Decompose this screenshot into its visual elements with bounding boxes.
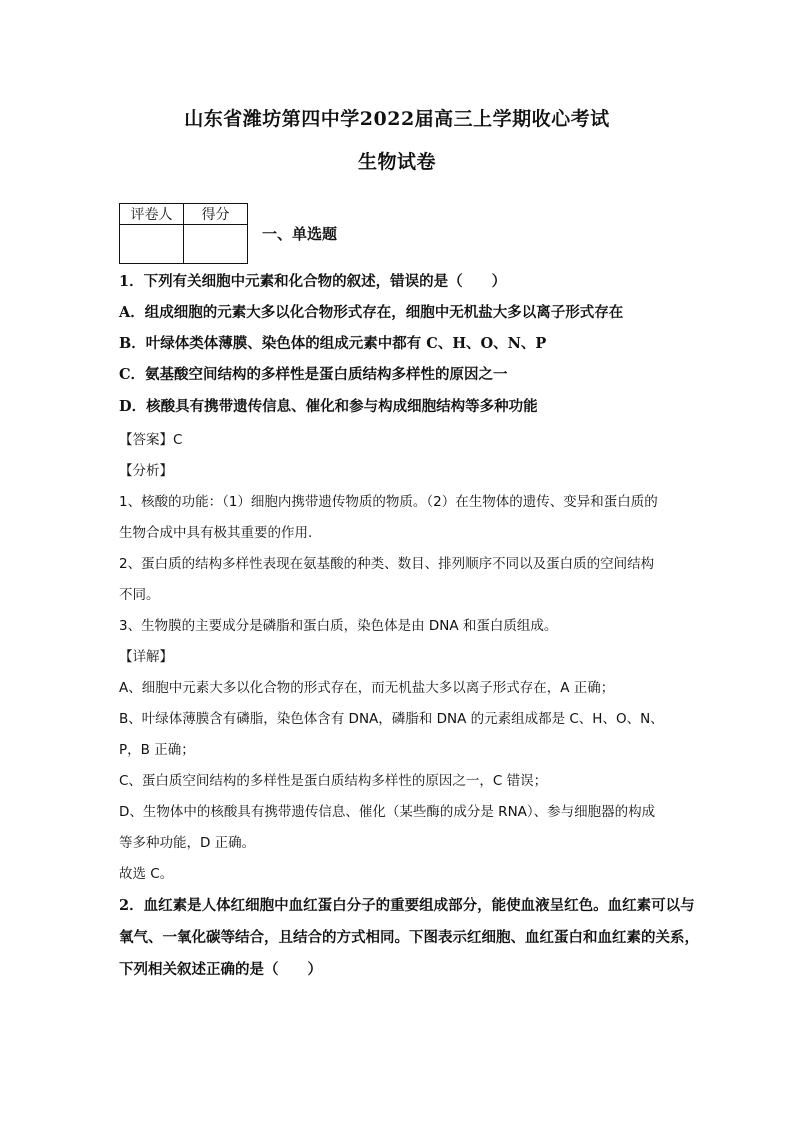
grader-score-table [119,203,248,264]
detail-line: D、生物体中的核酸具有携带遗传信息、催化（某些酶的成分是 RNA）、参与细胞器的构成 [119,804,656,820]
analysis-label: 【分析】 [119,463,173,479]
grader-header: 评卷人 [120,204,184,225]
detail-label: 【详解】 [119,649,173,665]
question-2-stem-line: 2．血红素是人体红细胞中血红蛋白分子的重要组成部分，能使血液呈红色。血红素可以与 [119,897,695,914]
score-header: 得分 [184,204,248,225]
score-cell [184,225,248,264]
detail-conclusion: 故选 C。 [119,866,174,882]
detail-line: A、细胞中元素大多以化合物的形式存在，而无机盐大多以离子形式存在，A 正确； [119,680,615,696]
analysis-line: 生物合成中具有极其重要的作用. [119,525,313,541]
question-1-stem: 1．下列有关细胞中元素和化合物的叙述，错误的是（ ） [119,273,507,290]
option-a: A．组成细胞的元素大多以化合物形式存在，细胞中无机盐大多以离子形式存在 [119,304,624,321]
grader-cell [120,225,184,264]
question-2-stem-line: 下列相关叙述正确的是（ ） [119,961,322,978]
detail-line: C、蛋白质空间结构的多样性是蛋白质结构多样性的原因之一，C 错误； [119,773,548,789]
analysis-line: 3、生物膜的主要成分是磷脂和蛋白质，染色体是由 DNA 和蛋白质组成。 [119,618,558,634]
analysis-line: 不同。 [119,587,160,603]
question-2-stem-line: 氧气、一氧化碳等结合，且结合的方式相同。下图表示红细胞、血红蛋白和血红素的关系， [119,929,699,946]
option-d: D．核酸具有携带遗传信息、催化和参与构成细胞结构等多种功能 [119,398,538,415]
section-title: 一、单选题 [262,225,338,243]
detail-line: P，B 正确； [119,742,195,758]
analysis-line: 2、蛋白质的结构多样性表现在氨基酸的种类、数目、排列顺序不同以及蛋白质的空间结构 [119,556,655,572]
option-c: C．氨基酸空间结构的多样性是蛋白质结构多样性的原因之一 [119,366,508,383]
detail-line: B、叶绿体薄膜含有磷脂，染色体含有 DNA，磷脂和 DNA 的元素组成都是 C、H、O、N、 [119,711,664,727]
option-b: B．叶绿体类体薄膜、染色体的组成元素中都有 C、H、O、N、P [119,335,547,352]
answer-line: 【答案】C [119,432,183,448]
detail-line: 等多种功能，D 正确。 [119,835,256,851]
analysis-line: 1、核酸的功能：（1）细胞内携带遗传物质的物质。（2）在生物体的遗传、变异和蛋白质的 [119,494,658,510]
exam-title: 山东省潍坊第四中学2022届高三上学期收心考试 [184,108,610,130]
exam-subtitle: 生物试卷 [357,151,436,173]
